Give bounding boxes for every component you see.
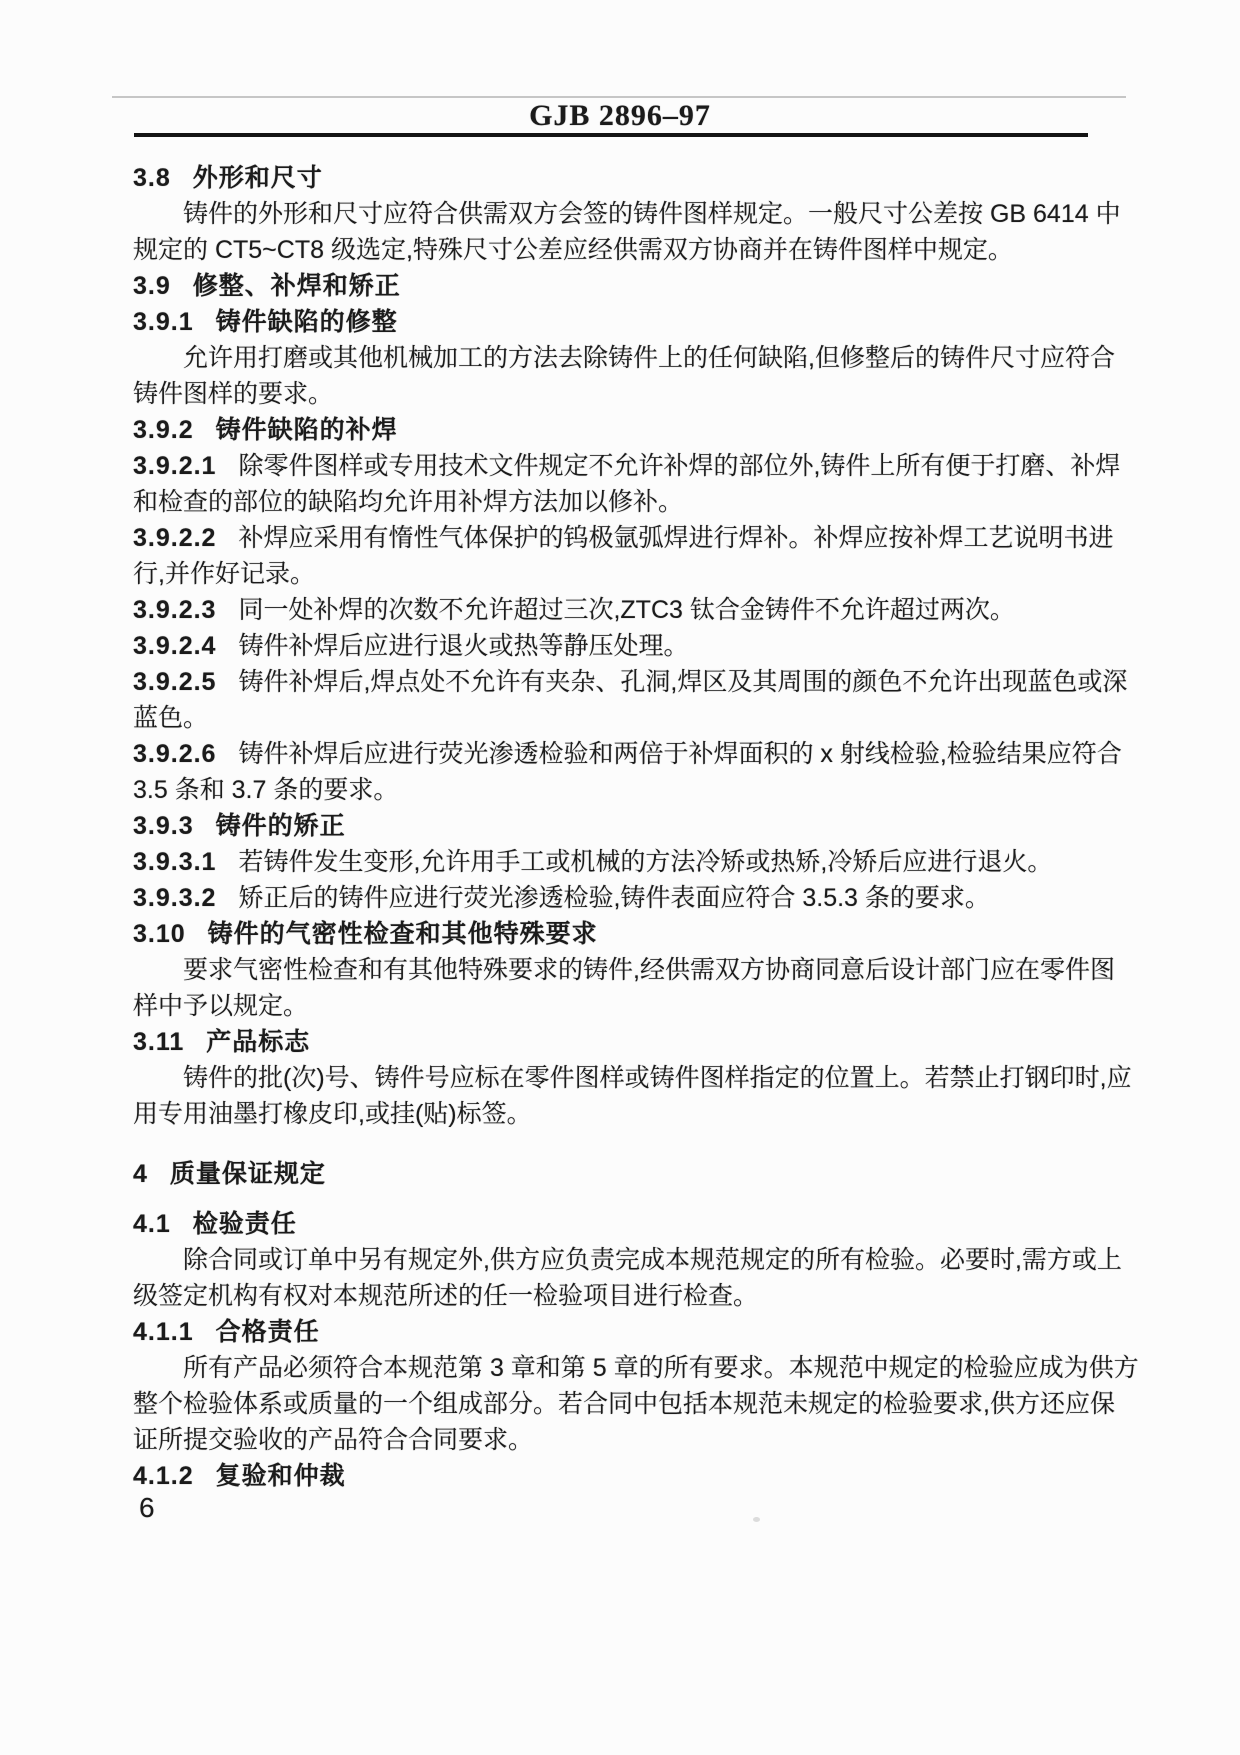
line-text: 所有产品必须符合本规范第 3 章和第 5 章的所有要求。本规范中规定的检验应成为供方 [183, 1354, 1139, 1382]
line-text: 蓝色。 [133, 704, 209, 732]
text-line [133, 916, 1091, 952]
line-text: 要求气密性检查和有其他特殊要求的铸件,经供需双方协商同意后设计部门应在零件图 [183, 956, 1115, 984]
text-line [133, 340, 1115, 376]
scan-speck [753, 1517, 760, 1522]
clause-number: 4 [133, 1160, 148, 1188]
page-top-rule [112, 96, 1126, 98]
text-line [133, 232, 1091, 268]
clause-number: 3.9.2.2 [133, 524, 217, 552]
line-text: 铸件缺陷的补焊 [215, 416, 398, 444]
text-line [133, 160, 1091, 196]
line-text: 同一处补焊的次数不允许超过三次,ZTC3 钛合金铸件不允许超过两次。 [238, 596, 1015, 624]
clause-number: 4.1.2 [133, 1462, 194, 1490]
text-line [133, 1386, 1115, 1422]
text-line [133, 664, 1128, 700]
line-text: 外形和尺寸 [192, 164, 323, 192]
clause-number: 4.1.1 [133, 1318, 194, 1346]
line-text: 质量保证规定 [169, 1160, 326, 1188]
line-text: 除零件图样或专用技术文件规定不允许补焊的部位外,铸件上所有便于打磨、补焊 [238, 452, 1121, 480]
clause-number: 3.9.2.6 [133, 740, 217, 768]
text-line [133, 1024, 1091, 1060]
text-line [133, 520, 1114, 556]
line-text: 矫正后的铸件应进行荧光渗透检验,铸件表面应符合 3.5.3 条的要求。 [238, 884, 990, 912]
line-text: 用专用油墨打橡皮印,或挂(贴)标签。 [133, 1100, 532, 1128]
clause-number: 4.1 [133, 1210, 171, 1238]
text-line [133, 196, 1121, 232]
text-line [133, 448, 1121, 484]
text-line [133, 592, 1091, 628]
clause-number: 3.8 [133, 164, 171, 192]
line-text: 产品标志 [206, 1028, 311, 1056]
line-text: 允许用打磨或其他机械加工的方法去除铸件上的任何缺陷,但修整后的铸件尺寸应符合 [183, 344, 1115, 372]
line-text: 铸件的外形和尺寸应符合供需双方会签的铸件图样规定。一般尺寸公差按 GB 6414 中 [183, 200, 1121, 228]
line-text: 级签定机构有权对本规范所述的任一检验项目进行检查。 [133, 1282, 759, 1310]
clause-number: 3.9.2.5 [133, 668, 217, 696]
line-text: 检验责任 [192, 1210, 297, 1238]
text-line [133, 808, 1091, 844]
clause-number: 3.9.2.4 [133, 632, 217, 660]
text-line [133, 1156, 1091, 1192]
text-line [133, 1278, 1091, 1314]
text-line [133, 772, 1091, 808]
text-line [133, 376, 1091, 412]
clause-number: 3.9.3.2 [133, 884, 217, 912]
line-text: 铸件图样的要求。 [133, 380, 334, 408]
text-line [133, 844, 1091, 880]
line-text: 铸件补焊后应进行退火或热等静压处理。 [238, 632, 689, 660]
text-line [133, 988, 1091, 1024]
document-body [133, 160, 1139, 1494]
line-text: 规定的 CT5~CT8 级选定,特殊尺寸公差应经供需双方协商并在铸件图样中规定。 [133, 236, 1013, 264]
text-line [133, 1206, 1091, 1242]
text-line [133, 556, 1091, 592]
clause-number: 3.9.2 [133, 416, 194, 444]
text-line [133, 1458, 1091, 1494]
line-text: 铸件的批(次)号、铸件号应标在零件图样或铸件图样指定的位置上。若禁止打钢印时,应 [183, 1064, 1132, 1092]
line-text: 样中予以规定。 [133, 992, 309, 1020]
clause-number: 3.9.2.1 [133, 452, 217, 480]
text-line [133, 1060, 1132, 1096]
line-text: 铸件的气密性检查和其他特殊要求 [207, 920, 598, 948]
clause-number: 3.10 [133, 920, 186, 948]
text-line [133, 268, 1091, 304]
clause-number: 3.9.3.1 [133, 848, 217, 876]
line-text: 铸件补焊后应进行荧光渗透检验和两倍于补焊面积的 x 射线检验,检验结果应符合 [238, 740, 1122, 768]
line-text: 合格责任 [215, 1318, 320, 1346]
clause-number: 3.9.2.3 [133, 596, 217, 624]
line-text: 补焊应采用有惰性气体保护的钨极氩弧焊进行焊补。补焊应按补焊工艺说明书进 [238, 524, 1114, 552]
text-line [133, 304, 1091, 340]
clause-number: 3.9 [133, 272, 171, 300]
line-text: 和检查的部位的缺陷均允许用补焊方法加以修补。 [133, 488, 684, 516]
text-line [133, 1096, 1091, 1132]
line-text: 复验和仲裁 [215, 1462, 346, 1490]
text-line [133, 1242, 1122, 1278]
page-number: 6 [139, 1492, 155, 1523]
text-line [133, 628, 1091, 664]
line-text: 行,并作好记录。 [133, 560, 315, 588]
line-text: 证所提交验收的产品符合合同要求。 [133, 1426, 534, 1454]
text-line [133, 700, 1091, 736]
line-text: 3.5 条和 3.7 条的要求。 [133, 776, 399, 804]
standard-number: GJB 2896–97 [529, 99, 711, 132]
line-text: 铸件的矫正 [215, 812, 346, 840]
clause-number: 3.9.3 [133, 812, 194, 840]
text-line [133, 736, 1122, 772]
line-text: 铸件缺陷的修整 [215, 308, 398, 336]
header-rule [134, 133, 1088, 137]
line-text: 除合同或订单中另有规定外,供方应负责完成本规范规定的所有检验。必要时,需方或上 [183, 1246, 1122, 1274]
line-text: 铸件补焊后,焊点处不允许有夹杂、孔洞,焊区及其周围的颜色不允许出现蓝色或深 [238, 668, 1128, 696]
line-text: 修整、补焊和矫正 [192, 272, 401, 300]
text-line [133, 1422, 1091, 1458]
text-line [133, 1350, 1139, 1386]
clause-number: 3.9.1 [133, 308, 194, 336]
text-line [133, 880, 1091, 916]
line-text: 整个检验体系或质量的一个组成部分。若合同中包括本规范未规定的检验要求,供方还应保 [133, 1390, 1115, 1418]
text-line [133, 1314, 1091, 1350]
text-line [133, 412, 1091, 448]
text-line [133, 952, 1115, 988]
clause-number: 3.11 [133, 1028, 185, 1056]
text-line [133, 484, 1091, 520]
line-text: 若铸件发生变形,允许用手工或机械的方法冷矫或热矫,冷矫后应进行退火。 [238, 848, 1053, 876]
